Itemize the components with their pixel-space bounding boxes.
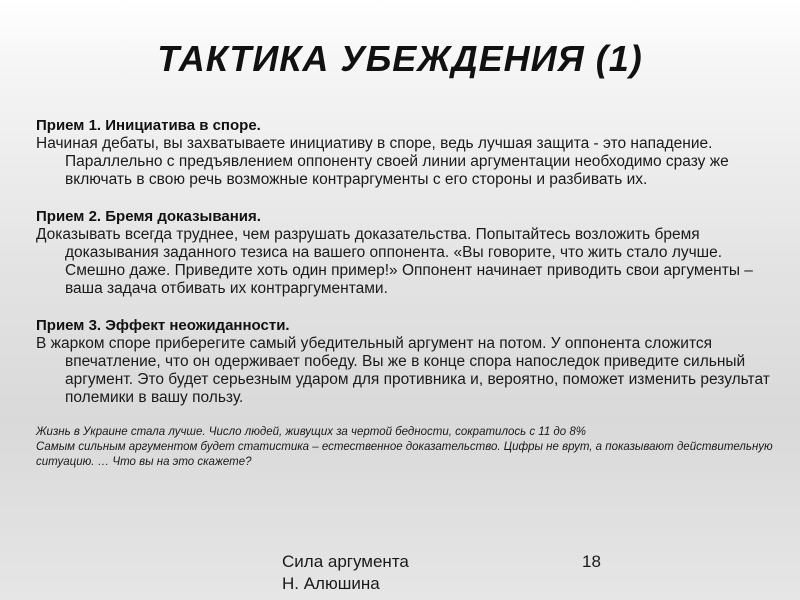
footer-author: Н. Алюшина	[282, 574, 380, 593]
slide-content	[36, 116, 776, 470]
technique-1	[36, 116, 776, 189]
technique-2	[36, 207, 776, 298]
technique-body: Начиная дебаты, вы захватываете инициативу в споре, ведь лучшая защита - это нападение. Параллельно с предъявлением оппоненту своей линии аргументации необходимо сразу же включать в свою речь возможные контраргументы с его стороны и разбивать их.	[36, 135, 729, 188]
technique-heading: Прием 3. Эффект неожиданности.	[36, 317, 290, 334]
technique-heading: Прием 1. Инициатива в споре.	[36, 117, 261, 134]
page-number: 18	[582, 552, 601, 571]
technique-body: В жарком споре приберегите самый убедительный аргумент на потом. У оппонента сложится впечатление, что он одерживает победу. Вы же в конце спора напоследок приведите сильный аргумент. Это будет серьезным ударом для противника и, вероятно, поможет изменить результат полемики в вашу пользу.	[36, 335, 770, 406]
technique-3	[36, 316, 776, 407]
technique-heading: Прием 2. Бремя доказывания.	[36, 208, 261, 225]
slide-title: ТАКТИКА УБЕЖДЕНИЯ (1)	[157, 38, 643, 79]
example-comment: Самым сильным аргументом будет статистика – естественное доказательство. Цифры не врут, а показывают действительную ситуацию. … Что вы на это скажете?	[36, 441, 773, 468]
slide-footer	[282, 551, 409, 595]
technique-body: Доказывать всегда труднее, чем разрушать доказательства. Попытайтесь возложить бремя доказывания заданного тезиса на вашего оппонента. «Вы говорите, что жить стало лучше. Смешно даже. Приведите хоть один пример!» Оппонент начинает приводить свои аргументы – ваша задача отбивать их контраргументами.	[36, 226, 753, 297]
example-block	[36, 425, 776, 470]
footer-topic: Сила аргумента	[282, 552, 409, 571]
example-statement: Жизнь в Украине стала лучше. Число людей, живущих за чертой бедности, сократилось с 11 до 8%	[36, 426, 586, 438]
